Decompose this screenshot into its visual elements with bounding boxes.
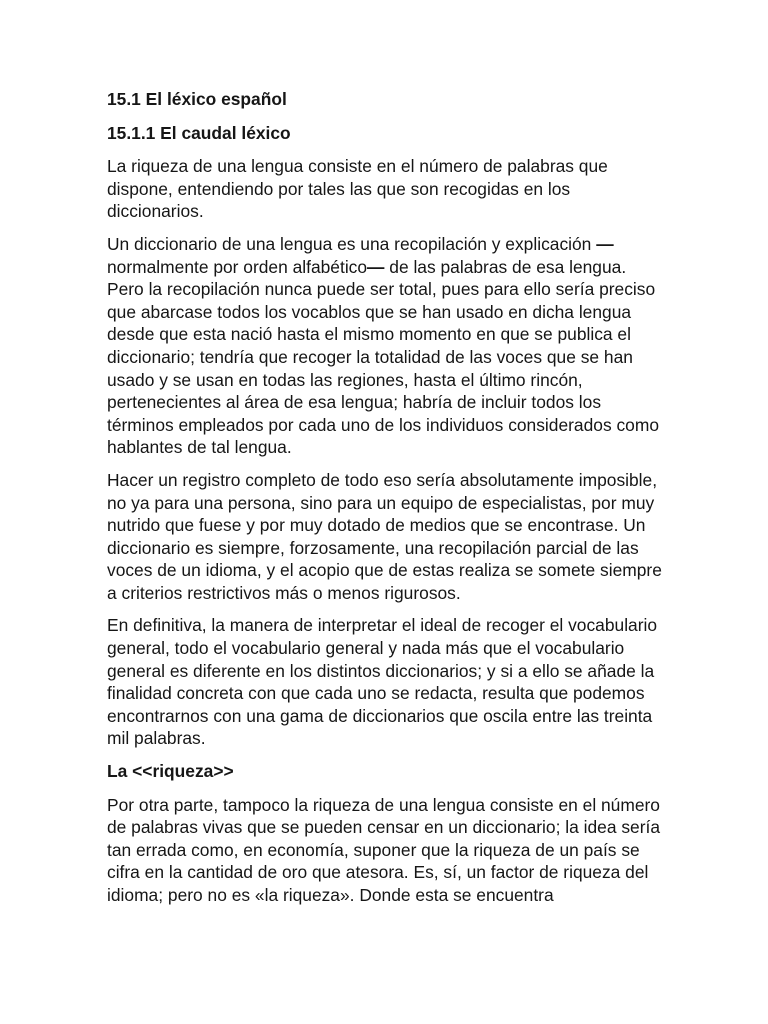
section-heading: 15.1 El léxico español bbox=[107, 89, 287, 109]
paragraph-riqueza-definicion: La riqueza de una lengua consiste en el número de palabras que dispone, entendiendo por tales las que son recogidas en los diccionarios. bbox=[107, 156, 608, 222]
paragraph-diccionario bbox=[107, 233, 667, 459]
la-riqueza-heading: La <<riqueza>> bbox=[107, 761, 234, 782]
paragraph-diccionario-part-2: normalmente por orden alfabético bbox=[107, 256, 368, 277]
document-page bbox=[107, 88, 667, 917]
em-dash-close: — bbox=[367, 256, 385, 277]
paragraph-diccionario-part-3: de las palabras de esa lengua. Pero la recopilación nunca puede ser total, pues para ello sería preciso que abarcase todos los vocablos que se han usado en dicha lengua desde que esta nació hasta el mismo momento en que se publica el diccionario; tendría que recoger la totalidad de las voces que se han usado y se usan en todas las regiones, hasta el último rincón, pertenecientes al área de esa lengua; habría de incluir todos los términos empleados por cada uno de los individuos considerados como hablantes de tal lengua. bbox=[107, 256, 659, 458]
paragraph-en-definitiva: En definitiva, la manera de interpretar el ideal de recoger el vocabulario general, todo el vocabulario general y nada más que el vocabulario general es diferente en los distintos diccionarios; y si a ello se añade la finalidad concreta con que cada uno se redacta, resulta que podemos encontrarnos con una gama de diccionarios que oscila entre las treinta mil palabras. bbox=[107, 615, 658, 749]
subsection-heading: 15.1.1 El caudal léxico bbox=[107, 122, 291, 143]
paragraph-registro-completo: Hacer un registro completo de todo eso sería absolutamente imposible, no ya para una persona, sino para un equipo de especialistas, por muy nutrido que fuese y por muy dotado de medios que se encontrase. Un diccionario es siempre, forzosamente, una recopilación parcial de las voces de un idioma, y el acopio que de estas realiza se somete siempre a criterios restrictivos más o menos rigurosos. bbox=[107, 469, 662, 603]
em-dash-open: — bbox=[596, 233, 614, 254]
paragraph-por-otra-parte: Por otra parte, tampoco la riqueza de una lengua consiste en el número de palabras vivas que se pueden censar en un diccionario; la idea sería tan errada como, en economía, suponer que la riqueza de un país se cifra en la cantidad de oro que atesora. Es, sí, un factor de riqueza del idioma; pero no es «la riqueza». Donde esta se encuentra bbox=[107, 794, 660, 905]
paragraph-diccionario-part-1: Un diccionario de una lengua es una recopilación y explicación bbox=[107, 233, 597, 254]
